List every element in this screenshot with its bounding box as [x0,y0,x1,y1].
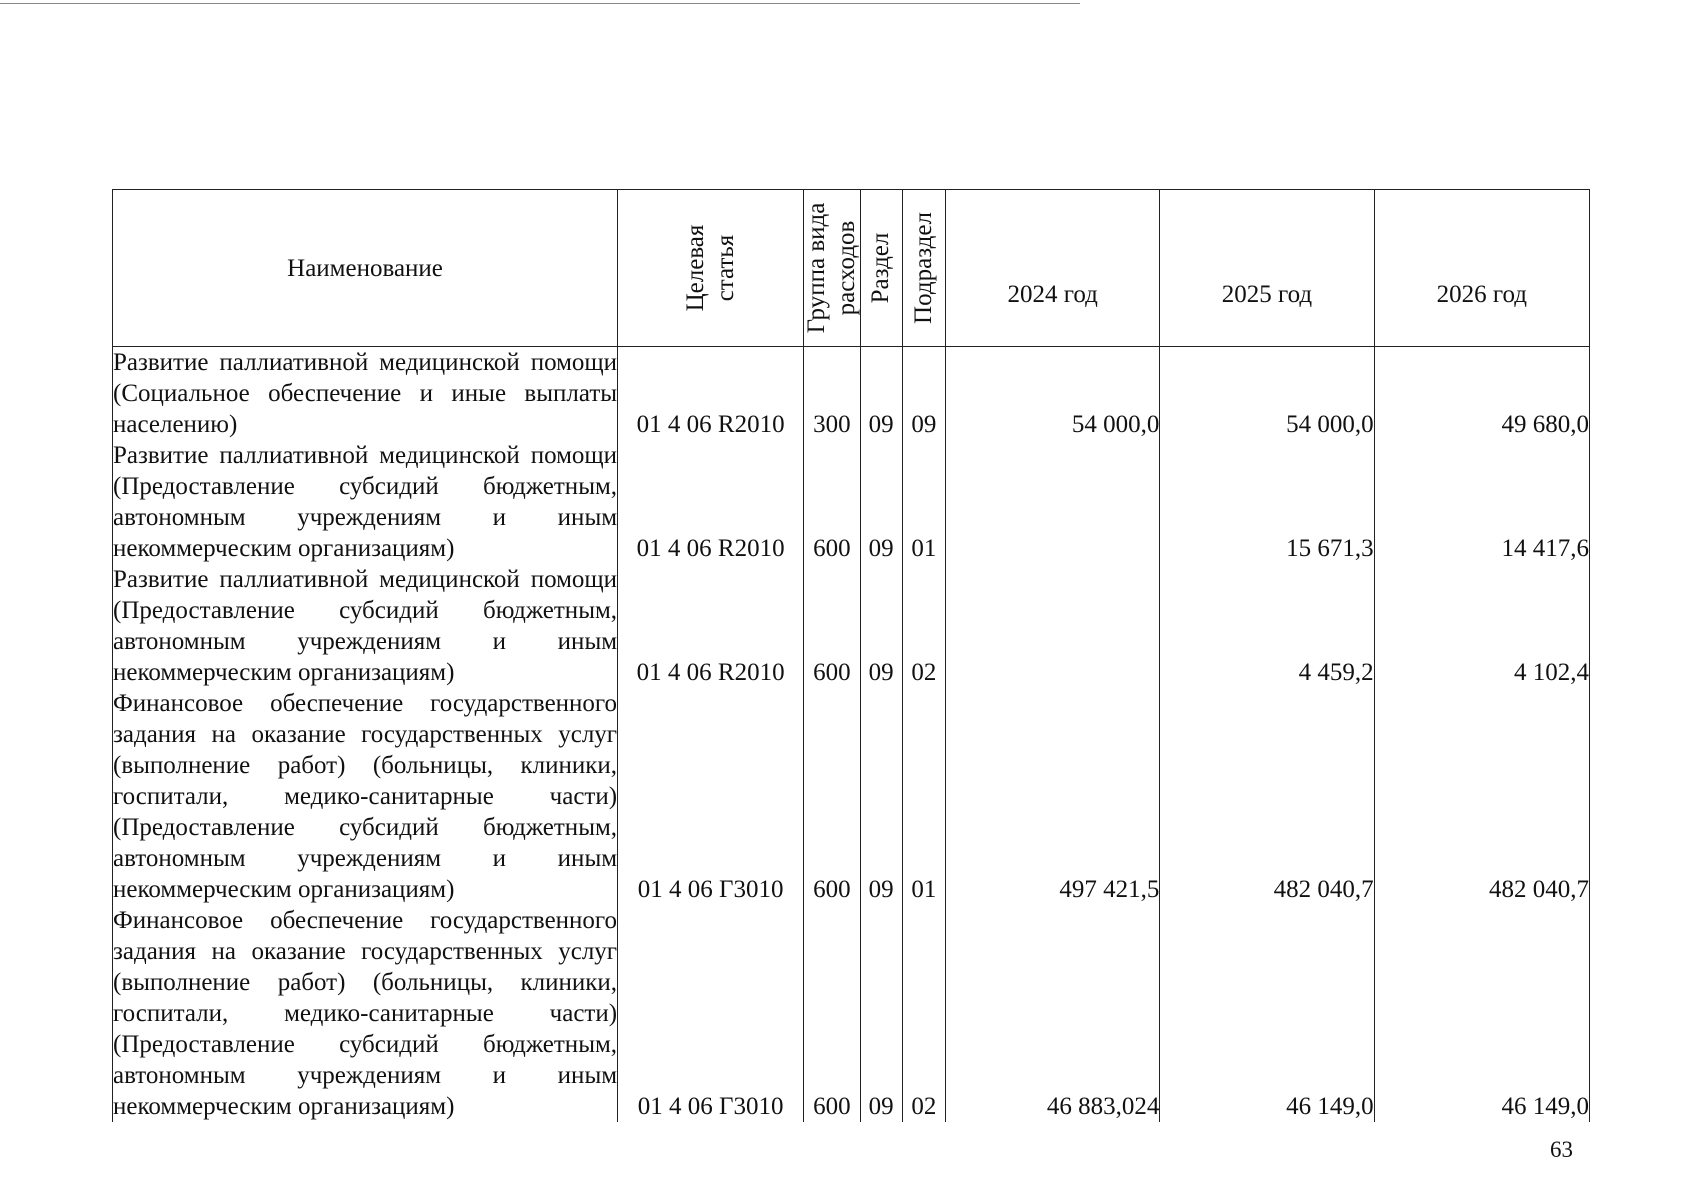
header-expense-group [804,190,860,347]
row-value-2024 [946,564,1160,688]
row-expense-group: 300 [804,347,860,441]
budget-table [112,189,1590,1122]
header-subsection [902,190,945,347]
scan-top-rule [0,3,1080,4]
row-name: Финансовое обеспечение государственного задания на оказание государственных услуг (выполнение работ) (больницы, клиники, госпитали, медико-санитарные части) (Предоставление субсидий бюджетным, автономным учреждениям и иным некоммерческим организациям) [113,907,618,1120]
row-value-2026: 4 102,4 [1374,564,1589,688]
table-row [113,440,1590,564]
row-subsection: 01 [902,688,945,905]
row-section: 09 [860,347,902,441]
row-name: Финансовое обеспечение государственного задания на оказание государственных услуг (выполнение работ) (больницы, клиники, госпитали, медико-санитарные части) (Предоставление субсидий бюджетным, автономным учреждениям и иным некоммерческим организациям) [113,690,618,903]
row-section: 09 [860,564,902,688]
row-target-article: 01 4 06 Г3010 [618,688,804,905]
row-value-2026: 14 417,6 [1374,440,1589,564]
row-value-2026: 482 040,7 [1374,688,1589,905]
row-subsection: 09 [902,347,945,441]
row-target-article: 01 4 06 R2010 [618,440,804,564]
header-2024: 2024 год [946,190,1160,347]
row-value-2024: 54 000,0 [946,347,1160,441]
row-value-2025: 15 671,3 [1160,440,1374,564]
row-section: 09 [860,905,902,1122]
table-row [113,905,1590,1122]
row-name: Развитие паллиативной медицинской помощи (Предоставление субсидий бюджетным, автономным учреждениям и иным некоммерческим организациям) [113,442,618,562]
row-expense-group: 600 [804,688,860,905]
row-value-2024: 497 421,5 [946,688,1160,905]
row-value-2024 [946,440,1160,564]
row-target-article: 01 4 06 R2010 [618,564,804,688]
row-subsection: 01 [902,440,945,564]
row-section: 09 [860,440,902,564]
row-expense-group: 600 [804,564,860,688]
table-row [113,347,1590,441]
header-section-rotated: Раздел [867,232,895,304]
header-subsection-rotated: Подраздел [909,212,937,324]
row-target-article: 01 4 06 R2010 [618,347,804,441]
row-value-2024: 46 883,024 [946,905,1160,1122]
header-2025: 2025 год [1160,190,1374,347]
header-row [113,190,1590,347]
row-section: 09 [860,688,902,905]
row-value-2025: 46 149,0 [1160,905,1374,1122]
header-target-article [618,190,804,347]
header-target-article-rotated: Целевая статья [681,224,739,312]
row-subsection: 02 [902,564,945,688]
table-row [113,688,1590,905]
row-value-2025: 482 040,7 [1160,688,1374,905]
header-section [860,190,902,347]
row-target-article: 01 4 06 Г3010 [618,905,804,1122]
table-row [113,564,1590,688]
row-value-2026: 46 149,0 [1374,905,1589,1122]
row-value-2025: 4 459,2 [1160,564,1374,688]
header-2026: 2026 год [1374,190,1589,347]
page-number: 63 [1550,1137,1573,1162]
header-name: Наименование [113,190,618,347]
row-expense-group: 600 [804,905,860,1122]
row-name: Развитие паллиативной медицинской помощи (Предоставление субсидий бюджетным, автономным учреждениям и иным некоммерческим организациям) [113,566,618,686]
row-value-2026: 49 680,0 [1374,347,1589,441]
header-expense-group-rotated: Группа вида расходов [802,202,860,334]
row-subsection: 02 [902,905,945,1122]
row-name: Развитие паллиативной медицинской помощи (Социальное обеспечение и иные выплаты населению) [113,347,618,441]
row-expense-group: 600 [804,440,860,564]
row-value-2025: 54 000,0 [1160,347,1374,441]
